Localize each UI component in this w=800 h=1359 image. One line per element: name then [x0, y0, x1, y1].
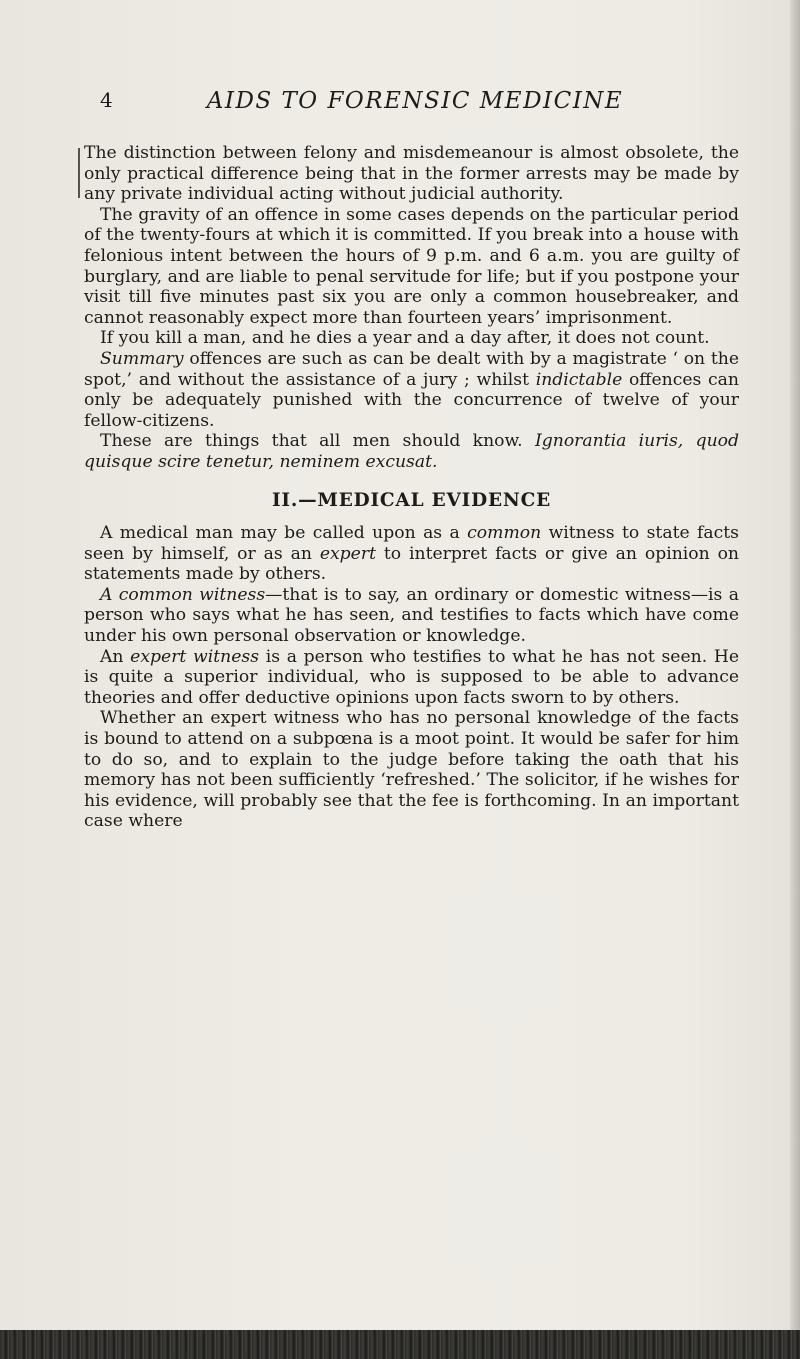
term-expert-witness: expert witness	[130, 646, 260, 667]
term-common: common	[467, 523, 542, 544]
term-common-witness: A common witness	[100, 584, 266, 605]
running-title: AIDS TO FORENSIC MEDICINE	[206, 88, 624, 114]
paragraph-medical-man: A medical man may be called upon as a common witness to state facts seen by himself, or as an expert to interpret facts or give an opinion on statements made by others.	[84, 523, 740, 585]
page-number: 4	[100, 88, 113, 112]
latin-maxim: Ignorantia iuris, quod quisque scire tenetur, neminem excusat.	[84, 431, 739, 472]
section-heading: II.—MEDICAL EVIDENCE	[271, 489, 552, 511]
term-indictable: indictable	[535, 369, 623, 390]
paragraph-subpoena: Whether an expert witness who has no personal knowledge of the facts is bound to attend on a subpœna is a moot point. It would be safer for him to do so, and to explain to the judge before taking the oath that his memory has not been sufficiently ‘refreshed.’ The solicitor, if he wishes for his evidence, will probably see that the fee is forthcoming. In an important case where	[84, 708, 739, 832]
paragraph-summary: Summary offences are such as can be dealt with by a magistrate ‘ on the spot,’ and without the assistance of a jury ; whilst indictable offences can only be adequately punished with the concurrence of twelve of your fellow-citizens.	[84, 348, 739, 431]
paragraph-common-witness: A common witness—that is to say, an ordinary or domestic witness—is a person who says what he has seen, and testifies to facts which have come under his own personal observation or knowledge.	[84, 584, 739, 647]
scan-bottom-band	[0, 1330, 800, 1359]
term-summary: Summary	[100, 348, 184, 369]
page-header	[0, 88, 800, 118]
page-edge-shadow	[790, 0, 800, 1359]
paragraph-felony: The distinction between felony and misdemeanour is almost obsolete, the only practical difference being that in the former arrests may be made by any private individual acting without judicial authority.	[84, 143, 739, 205]
paragraph-expert-witness: An expert witness is a person who testifies to what he has not seen. He is quite a superior individual, who is supposed to be able to advance theories and offer deductive opinions upon facts sworn to by others.	[84, 646, 740, 708]
body-text	[84, 143, 739, 832]
margin-pencil-mark	[78, 148, 80, 198]
paragraph-gravity: The gravity of an offence in some cases depends on the particular period of the twenty-fours at which it is committed. If you break into a house with felonious intent between the hours of 9 p.m. and 6 a.m. you are guilty of burglary, and are liable to penal servitude for life; but if you postpone your visit till five minutes past six you are only a common housebreaker, and cannot reasonably expect more than fourteen years’ imprisonment.	[84, 204, 739, 328]
paragraph-kill: If you kill a man, and he dies a year and a day after, it does not count.	[100, 328, 710, 349]
term-expert: expert	[319, 543, 376, 564]
paragraph-latin: These are things that all men should know. Ignorantia iuris, quod quisque scire tenetur, neminem excusat.	[84, 431, 739, 472]
